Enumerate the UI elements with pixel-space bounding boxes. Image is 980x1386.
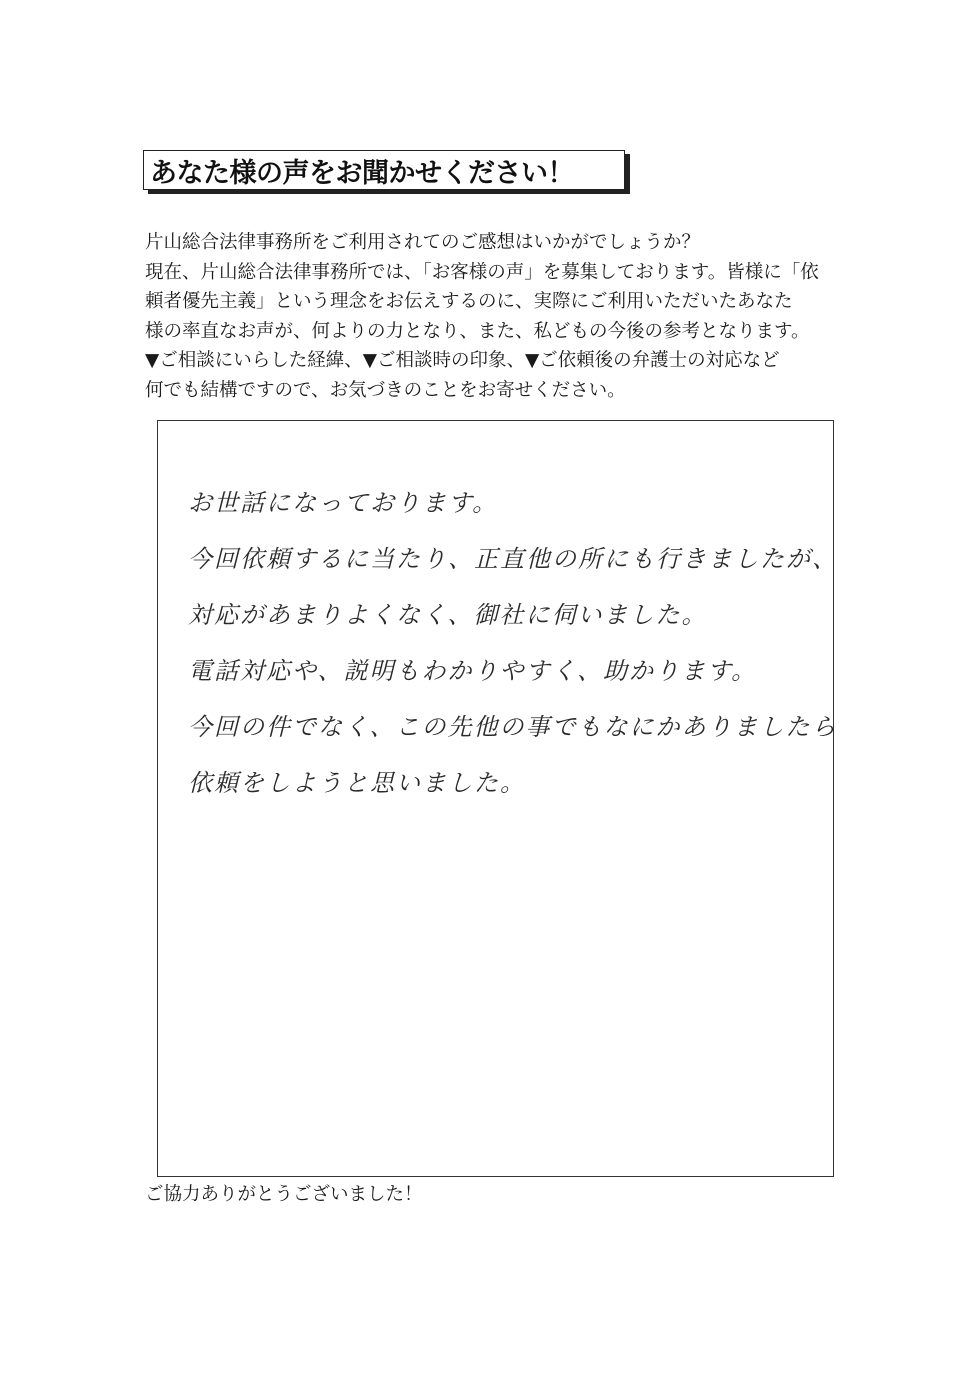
intro-line: 何でも結構ですので、お気づきのことをお寄せください。 <box>145 379 626 401</box>
comment-line: 電話対応や、説明もわかりやすく、助かります。 <box>188 657 758 685</box>
intro-line: 片山総合法律事務所をご利用されてのご感想はいかがでしょうか？ <box>145 232 701 253</box>
handwritten-comment <box>188 483 838 819</box>
intro-text <box>145 228 865 405</box>
comment-line: 依頼をしようと思いました。 <box>188 769 526 797</box>
thanks-text: ご協力ありがとうございました！ <box>145 1184 423 1205</box>
intro-line: 様の率直なお声が、何よりの力となり、また、私どもの今後の参考となります。 <box>145 320 810 342</box>
comment-box <box>157 420 838 1177</box>
comment-line: 今回の件でなく、この先他の事でもなにかありましたら <box>188 713 838 741</box>
comment-line: 対応があまりよくなく、御社に伺いました。 <box>188 601 708 629</box>
title-box <box>143 150 625 190</box>
intro-line: 頼者優先主義」という理念をお伝えするのに、実際にご利用いただいたあなた <box>145 291 793 312</box>
intro-line: 現在、片山総合法律事務所では、「お客様の声」を募集しております。皆様に「依 <box>145 261 819 283</box>
page-title: あなた様の声をお聞かせください！ <box>150 157 574 189</box>
comment-line: お世話になっております。 <box>188 489 499 517</box>
intro-line: ▼ご相談にいらした経緯、▼ご相談時の印象、▼ご依頼後の弁護士の対応など <box>145 350 780 371</box>
comment-line: 今回依頼するに当たり、正直他の所にも行きましたが、 <box>188 545 838 573</box>
